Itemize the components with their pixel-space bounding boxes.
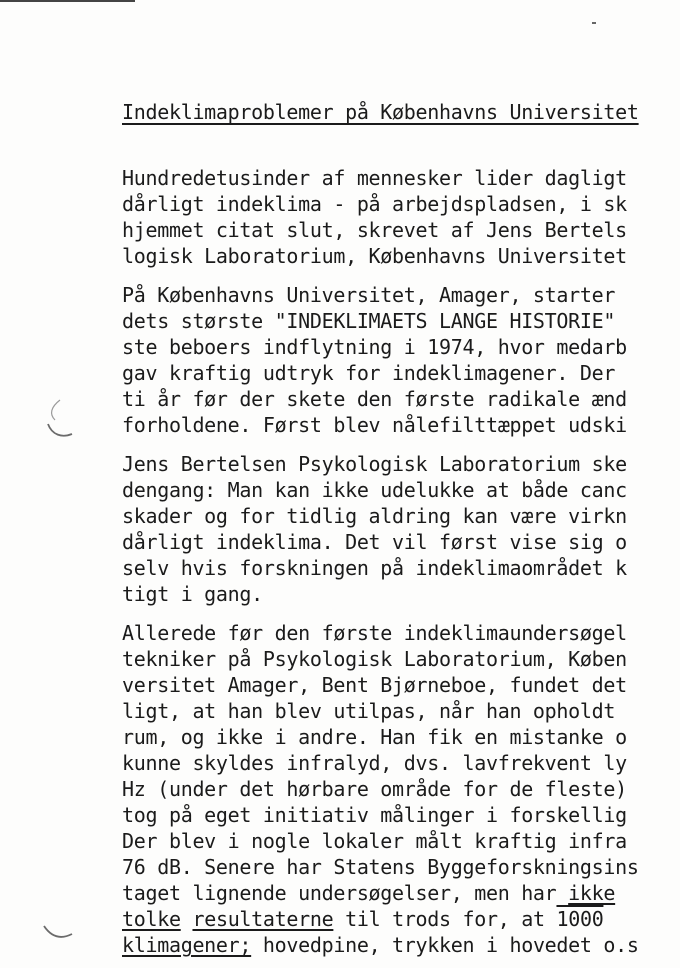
text-line: dets største "INDEKLIMAETS LANGE HISTORIE" [122,309,616,333]
scan-speck [592,22,596,24]
text-line: 76 dB. Senere har Statens Byggeforskningsins [122,855,639,879]
document-body [122,165,680,968]
text-line [122,932,680,958]
text-line [122,880,680,906]
text-line: Hundredetusinder af mennesker lider dagligt [122,166,627,190]
text-line: selv hvis forskningen på indeklimaområdet k [122,556,627,580]
text-line: rum, og ikke i andre. Han fik en mistanke o [122,725,627,749]
text-line: ste beboers indflytning i 1974, hvor medarb [122,335,627,359]
margin-curve-mark [40,398,74,442]
text-line: tog på eget initiativ målinger i forskellig [122,803,627,827]
paragraph-3 [122,451,680,607]
text-line: Der blev i nogle lokaler målt kraftig infra [122,829,627,853]
margin-curve-mark [40,922,74,942]
text-line: logisk Laboratorium, Københavns Universitet [122,244,627,268]
text-line: hjemmet citat slut, skrevet af Jens Bertels [122,218,627,242]
text-line: forholdene. Først blev nålefilttæppet udski [122,413,627,437]
text-line: ligt, at han blev utilpas, når han opholdt [122,699,616,723]
text-line: Hz (under det hørbare område for de fleste) [122,777,627,801]
text-line: versitet Amager, Bent Bjørneboe, fundet det [122,673,627,697]
text-line: dengang: Man kan ikke udelukke at både canc [122,478,627,502]
paragraph-4 [122,620,680,958]
text-line: Allerede før den første indeklimaundersøgel [122,621,627,645]
overlined-number: 1000 [556,907,604,931]
text-line: Jens Bertelsen Psykologisk Laboratorium ske [122,452,627,476]
paragraph-2 [122,282,680,438]
text-line: ti år før der skete den første radikale ænd [122,387,627,411]
text-run: til trods for, at [333,907,557,931]
text-run: hovedpine, trykken i hovedet o.s [251,933,639,957]
underlined-word: resultaterne [192,907,334,931]
text-line: dårligt indeklima. Det vil først vise sig o [122,530,627,554]
text-line: kunne skyldes infralyd, dvs. lavfrekvent ly [122,751,627,775]
text-line: gav kraftig udtryk for indeklimagener. Der [122,361,616,385]
underlined-word: klimagener; [122,933,252,957]
text-line: dårligt indeklima - på arbejdspladsen, i sk [122,192,627,216]
text-line [122,906,680,932]
text-line: tekniker på Psykologisk Laboratorium, Køben [122,647,627,671]
underlined-word: tolke [122,907,181,931]
text-line: skader og for tidlig aldring kan være virkn [122,504,627,528]
text-line: På Københavns Universitet, Amager, starter [122,283,616,307]
text-run: taget lignende undersøgelser, men har [122,881,569,905]
paragraph-1 [122,165,680,269]
document-title: Indeklimaproblemer på Københavns Universitet [122,100,639,124]
underlined-word: ikke [568,881,616,905]
text-line: tigt i gang. [122,582,263,606]
top-edge-rule [0,0,135,2]
